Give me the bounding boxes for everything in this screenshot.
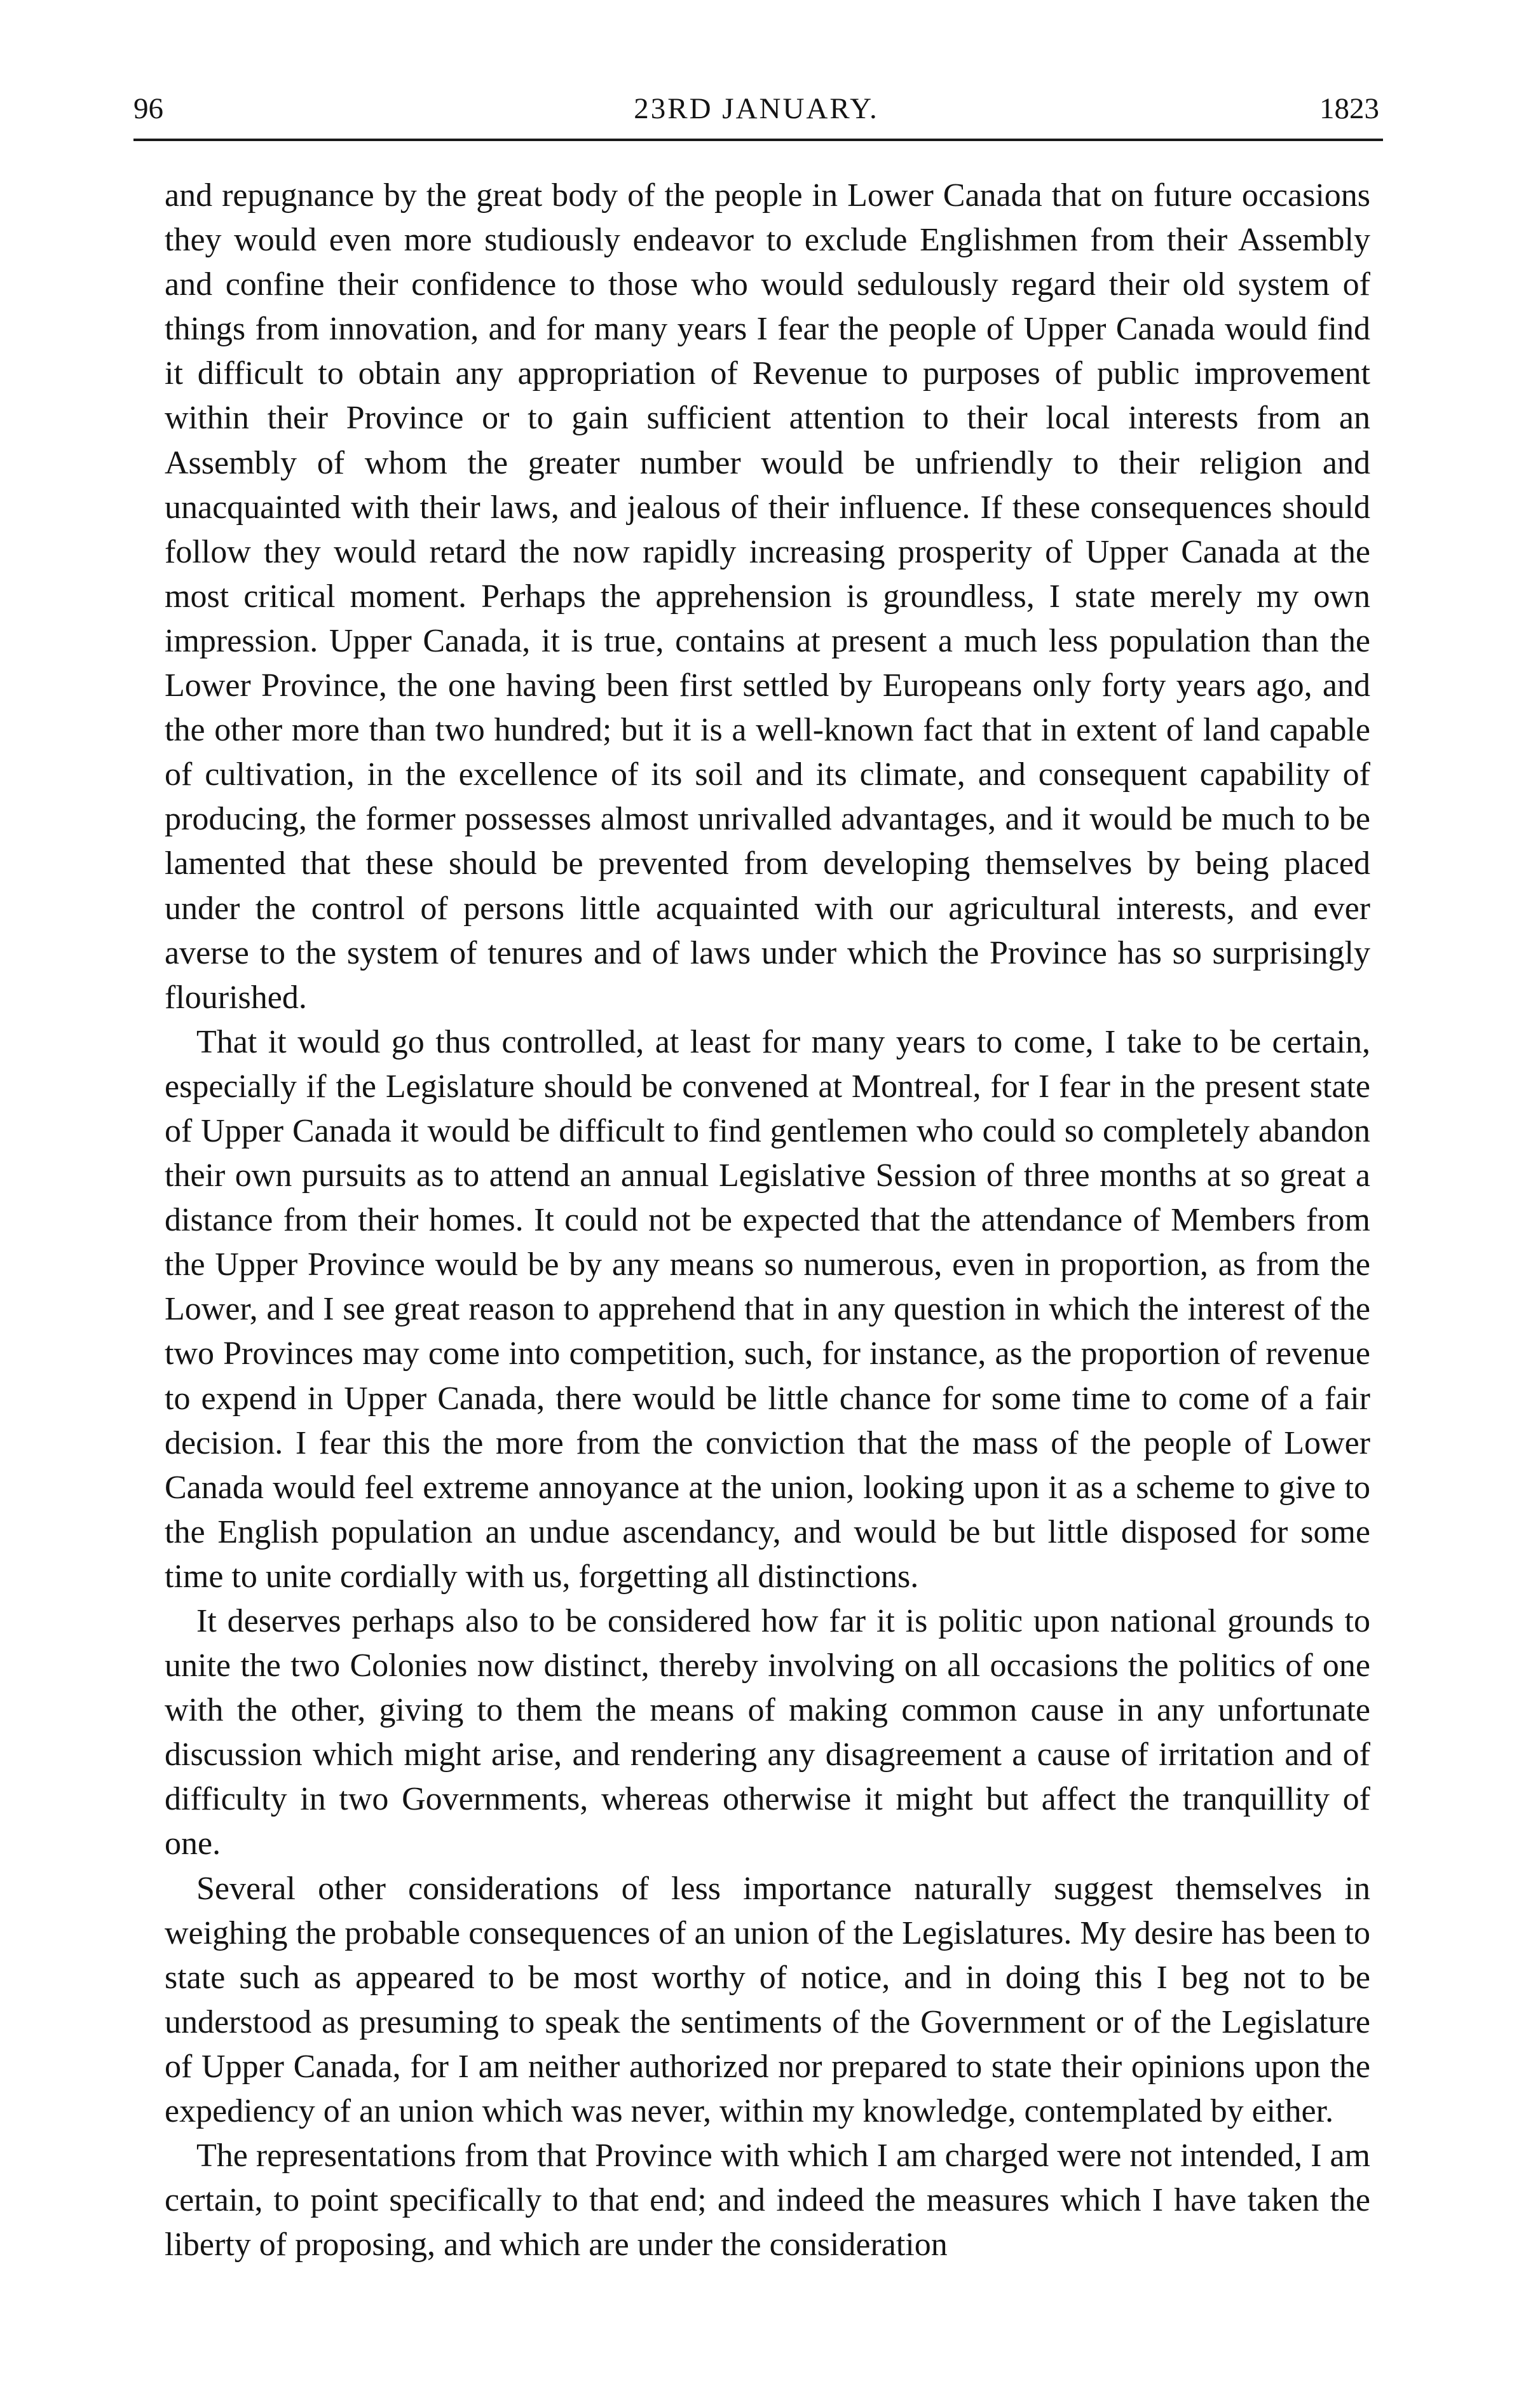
paragraph-representations: The representations from that Province with which I am charged were not intended, I am certain, to point specifically to that end; and indeed the measures which I have taken the liberty of proposing, and which are under the consideration — [165, 2138, 1370, 2263]
paragraph-legislature-montreal: That it would go thus controlled, at least for many years to come, I take to be certain, especially if the Legislature should be convened at Montreal, for I fear in the present state of Upper Canada it would be difficult to find gentlemen who could so completely abandon their own pursuits as to attend an annual Legislative Session of three months at so great a distance from their homes. It could not be expected that the attendance of Members from the Upper Province would be by any means so numerous, even in proportion, as from the Lower, and I see great reason to apprehend that in any question in which the interest of the two Provinces may come into competition, such, for instance, as the proportion of revenue to expend in Upper Canada, there would be little chance for some time to come of a fair decision. I fear this the more from the conviction that the mass of the people of Lower Canada would feel extreme annoyance at the union, looking upon it as a scheme to give to the English population an undue ascendancy, and would be but little disposed for some time to unite cordially with us, forgetting all distinctions. — [165, 1023, 1370, 1595]
page-number: 96 — [133, 92, 163, 125]
running-year: 1823 — [1319, 92, 1379, 125]
running-title-date: 23RD JANUARY. — [634, 92, 879, 125]
paragraph-continuation: and repugnance by the great body of the people in Lower Canada that on future occasions they would even more studiously endeavor to exclude Englishmen from their Assembly and confine their confidence to those who would sedulously regard their old system of things from innovation, and for many years I fear the people of Upper Canada would find it difficult to obtain any appropriation of Revenue to purposes of public improvement within their Province or to gain sufficient attention to their local interests from an Assembly of whom the greater number would be unfriendly to their religion and unacquainted with their laws, and jealous of their influence. If these consequences should follow they would retard the now rapidly increasing prosperity of Upper Canada at the most critical moment. Perhaps the apprehension is groundless, I state merely my own impression. Upper Canada, it is true, contains at present a much less population than the Lower Province, the one having been first settled by Europeans only forty years ago, and the other more than two hundred; but it is a well-known fact that in extent of land capable of cultivation, in the excellence of its soil and its climate, and consequent capability of producing, the former possesses almost unrivalled advantages, and it would be much to be lamented that these should be prevented from developing themselves by being placed under the control of persons little acquainted with our agricultural interests, and ever averse to the system of tenures and of laws under which the Province has so surprisingly flourished. — [165, 177, 1370, 1016]
running-header — [133, 86, 1379, 131]
body-text — [165, 174, 1370, 2267]
paragraph-other-considerations: Several other considerations of less importance naturally suggest themselves in weighing the probable consequences of an union of the Legislatures. My desire has been to state such as appeared to be most worthy of notice, and in doing this I beg not to be understood as presuming to speak the sentiments of the Government or of the Legislature of Upper Canada, for I am neither authorized nor prepared to state their opinions upon the expediency of an union which was never, within my knowledge, contemplated by either. — [165, 1870, 1370, 2130]
paragraph-politic-grounds: It deserves perhaps also to be considered how far it is politic upon national grounds to unite the two Colonies now distinct, thereby involving on all occasions the politics of one with the other, giving to them the means of making common cause in any unfortunate discussion which might arise, and rendering any disagreement a cause of irritation and of difficulty in two Governments, whereas otherwise it might but affect the tranquillity of one. — [165, 1603, 1370, 1862]
header-rule — [133, 139, 1383, 141]
